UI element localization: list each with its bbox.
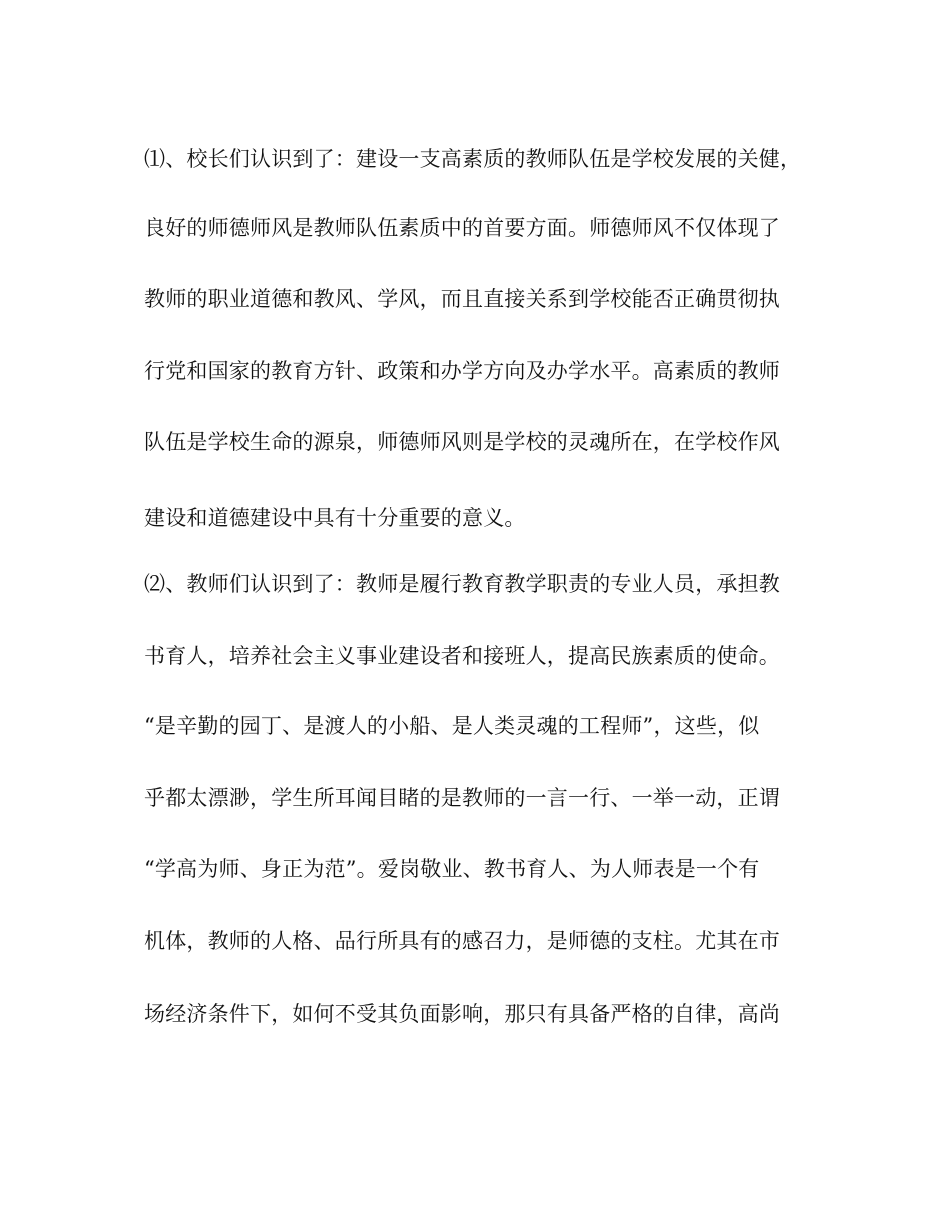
text-line: ⑵、教师们认识到了：教师是履行教育教学职责的专业人员，承担教 [144,572,780,596]
text-line: “是辛勤的园丁、是渡人的小船、是人类灵魂的工程师”，这些，似 [144,714,760,738]
text-line: 教师的职业道德和教风、学风，而且直接关系到学校能否正确贯彻执 [144,287,780,311]
text-line: 良好的师德师风是教师队伍素质中的首要方面。师德师风不仅体现了 [144,216,780,240]
text-line: ⑴、校长们认识到了：建设一支高素质的教师队伍是学校发展的关健， [144,147,802,171]
text-line: “学高为师、身正为范”。爱岗敬业、教书育人、为人师表是一个有 [144,857,760,881]
text-line: 乎都太漂渺，学生所耳闻目睹的是教师的一言一行、一举一动，正谓 [144,786,780,810]
text-line: 行党和国家的教育方针、政策和办学方向及办学水平。高素质的教师 [144,359,780,383]
text-line: 建设和道德建设中具有十分重要的意义。 [144,506,526,530]
text-line: 队伍是学校生命的源泉，师德师风则是学校的灵魂所在，在学校作风 [144,430,780,454]
text-line: 场经济条件下，如何不受其负面影响，那只有具备严格的自律，高尚 [144,1002,780,1026]
text-line: 书育人，培养社会主义事业建设者和接班人，提高民族素质的使命。 [144,644,780,668]
text-line: 机体，教师的人格、品行所具有的感召力，是师德的支柱。尤其在市 [144,929,780,953]
